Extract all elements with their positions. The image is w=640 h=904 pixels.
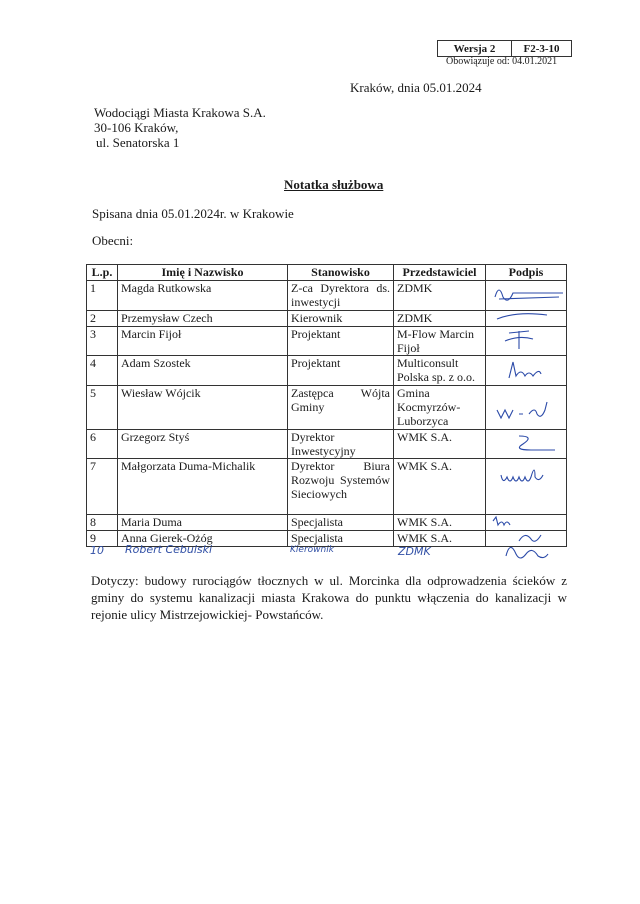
header-signature: Podpis [486,265,567,281]
row-name: Marcin Fijoł [118,327,288,356]
row-name: Przemysław Czech [118,311,288,327]
addressee-line-2: 30-106 Kraków, [94,120,179,135]
header-position: Stanowisko [288,265,394,281]
row-no: 5 [87,386,118,430]
signature-mark [489,459,563,509]
table-row [87,386,567,430]
row-representative: M-Flow Marcin Fijoł [394,327,486,356]
place-date: Kraków, dnia 05.01.2024 [350,80,482,95]
form-valid-from: Obowiązuje od: 04.01.2021 [446,56,558,67]
row-name: Adam Szostek [118,356,288,386]
form-version-box [437,40,572,57]
row-name: Małgorzata Duma-Michalik [118,459,288,515]
row-no: 4 [87,356,118,386]
signature-cell [486,459,567,515]
signature-mark [489,327,563,351]
addressee-line-1: Wodociągi Miasta Krakowa S.A. [94,105,266,120]
signature-mark [489,356,563,382]
row-no: 1 [87,281,118,311]
handwritten-row-name: Robert Cebulski [125,543,213,556]
attendance-table [86,264,567,547]
handwritten-row-position: Kierownik [290,545,334,555]
row-representative: WMK S.A. [394,430,486,459]
row-position: Specjalista [288,515,394,531]
signature-cell [486,281,567,311]
row-representative: ZDMK [394,281,486,311]
signature-cell [486,515,567,531]
header-no: L.p. [87,265,118,281]
row-representative: ZDMK [394,311,486,327]
addressee-line-3: ul. Senatorska 1 [96,135,180,150]
row-position: Dyrektor Inwestycyjny [288,430,394,459]
row-name: Anna Gierek-Ożóg [118,531,288,547]
signature-mark [489,281,563,307]
present-label: Obecni: [92,233,134,248]
row-no: 8 [87,515,118,531]
row-representative: WMK S.A. [394,459,486,515]
written-info: Spisana dnia 05.01.2024r. w Krakowie [92,206,294,221]
row-position: Z-ca Dyrektora ds. inwestycji [288,281,394,311]
header-representative: Przedstawiciel [394,265,486,281]
table-row [87,356,567,386]
table-row [87,430,567,459]
row-position: Projektant [288,356,394,386]
row-position: Projektant [288,327,394,356]
row-representative: WMK S.A. [394,515,486,531]
signature-mark [489,430,563,454]
table-row [87,281,567,311]
signature-cell [486,430,567,459]
row-position: Zastępca Wójta Gminy [288,386,394,430]
row-position: Kierownik [288,311,394,327]
handwritten-row-no: 10 [90,544,104,557]
table-row [87,459,567,515]
row-no: 6 [87,430,118,459]
signature-mark [489,515,563,527]
table-row [87,327,567,356]
row-name: Maria Duma [118,515,288,531]
row-no: 9 [87,531,118,547]
handwritten-row-representative: ZDMK [398,545,431,558]
header-name: Imię i Nazwisko [118,265,288,281]
row-name: Grzegorz Styś [118,430,288,459]
handwritten-signature-mark [496,536,556,562]
row-name: Magda Rutkowska [118,281,288,311]
row-name: Wiesław Wójcik [118,386,288,430]
signature-cell [486,356,567,386]
table-row [87,515,567,531]
table-row [87,311,567,327]
form-code: F2-3-10 [523,42,560,55]
row-position: Specjalista [288,531,394,547]
regarding-text: Dotyczy: budowy rurociągów tłocznych w ul. Morcinka dla odprowadzenia ścieków z gminy do systemu kanalizacji miasta Krakowa do punktu włączenia do kanalizacji w rejonie ulicy Mistrzejowickiej- Powstańców. [91,573,567,622]
signature-mark [489,311,563,323]
form-version: Wersja 2 [438,41,512,56]
signature-cell [486,386,567,430]
row-representative: Gmina Kocmyrzów-Luborzyca [394,386,486,430]
document-title: Notatka służbowa [284,177,384,192]
row-no: 3 [87,327,118,356]
row-representative: Multiconsult Polska sp. z o.o. [394,356,486,386]
table-header-row [87,265,567,281]
row-no: 2 [87,311,118,327]
signature-mark [489,386,563,426]
signature-cell [486,327,567,356]
signature-cell [486,311,567,327]
row-no: 7 [87,459,118,515]
row-position: Dyrektor Biura Rozwoju Systemów Sieciowych [288,459,394,515]
row-representative: WMK S.A. [394,531,486,547]
